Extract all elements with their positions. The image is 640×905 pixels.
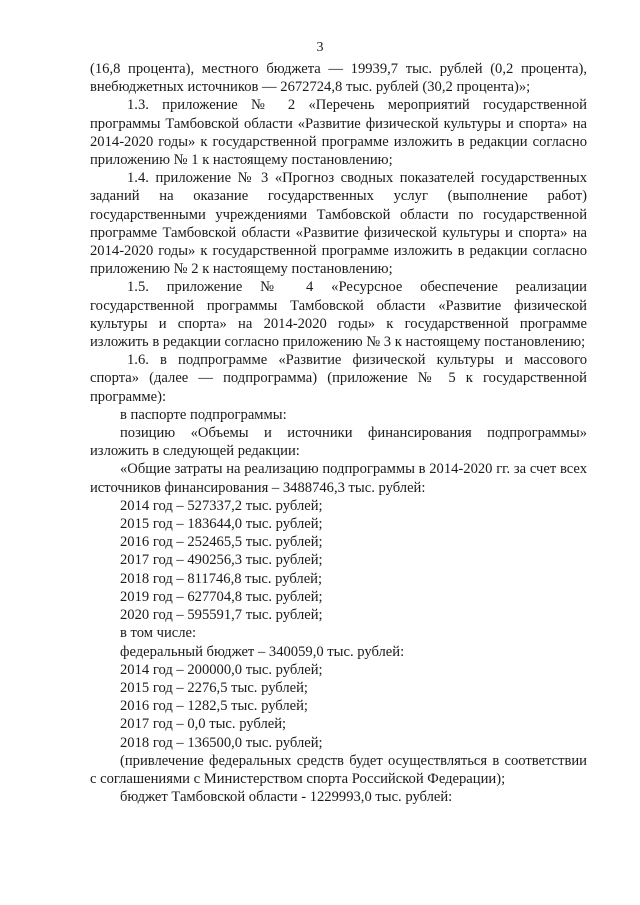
list-item: 2020 год – 595591,7 тыс. рублей; <box>120 607 323 624</box>
paragraph-1-3: 1.3. приложение № 2 «Перечень мероприятий государственной программы Тамбовской области «Развитие физической культуры и спорта» на 2014-2020 годы» к государственной программе изложить в редакции согласно приложению № 1 к настоящему постановлению; <box>90 97 587 169</box>
paragraph-1-4: 1.4. приложение № 3 «Прогноз сводных показателей государственных заданий на оказание государственных услуг (выполнение работ) государственными учреждениями Тамбовской области по государственной программе Тамбовской области «Развитие физической культуры и спорта» на 2014-2020 годы» к государственной программе изложить в редакции согласно приложению № 2 к настоящему постановлению; <box>90 170 587 278</box>
federal-budget-header: федеральный бюджет – 340059,0 тыс. рублей: <box>120 643 405 660</box>
list-item: 2017 год – 490256,3 тыс. рублей; <box>120 552 323 569</box>
federal-note: (привлечение федеральных средств будет осуществляться в соответствии с соглашениями с Министерством спорта Российской Федерации); <box>90 752 587 787</box>
list-item: 2016 год – 1282,5 тыс. рублей; <box>120 698 308 715</box>
paragraph-position: позицию «Объемы и источники финансирования подпрограммы» изложить в следующей редакции: <box>90 425 587 460</box>
paragraph-1-5: 1.5. приложение № 4 «Ресурсное обеспечение реализации государственной программы Тамбовской области «Развитие физической культуры и спорта» на 2014-2020 годы» к государственной программе изложить в редакции согласно приложению № 3 к настоящему постановлению; <box>90 279 587 351</box>
paragraph-total-costs: «Общие затраты на реализацию подпрограммы в 2014-2020 гг. за счет всех источников финансирования – 3488746,3 тыс. рублей: <box>90 461 587 496</box>
federal-years-list <box>90 661 587 752</box>
document-body <box>90 60 587 806</box>
list-item: 2017 год – 0,0 тыс. рублей; <box>120 716 287 733</box>
page-number: 3 <box>316 40 324 55</box>
list-item: 2015 год – 2276,5 тыс. рублей; <box>120 679 308 696</box>
paragraph-continuation: (16,8 процента), местного бюджета — 19939,7 тыс. рублей (0,2 процента), внебюджетных источников — 2672724,8 тыс. рублей (30,2 процента)»; <box>90 61 587 96</box>
list-item: 2014 год – 200000,0 тыс. рублей; <box>120 661 323 678</box>
list-item: 2015 год – 183644,0 тыс. рублей; <box>120 516 323 533</box>
total-years-list <box>90 497 587 624</box>
regional-budget-header: бюджет Тамбовской области - 1229993,0 тыс. рублей: <box>120 789 453 806</box>
list-item: 2014 год – 527337,2 тыс. рублей; <box>120 497 323 514</box>
list-item: 2018 год – 136500,0 тыс. рублей; <box>120 734 323 751</box>
list-item: 2019 год – 627704,8 тыс. рублей; <box>120 588 323 605</box>
paragraph-passport: в паспорте подпрограммы: <box>120 406 287 423</box>
list-item: 2016 год – 252465,5 тыс. рублей; <box>120 534 323 551</box>
including-label: в том числе: <box>120 625 197 642</box>
paragraph-1-6: 1.6. в подпрограмме «Развитие физической культуры и массового спорта» (далее — подпрограмма) (приложение № 5 к государственной программе): <box>90 352 587 405</box>
list-item: 2018 год – 811746,8 тыс. рублей; <box>120 570 323 587</box>
